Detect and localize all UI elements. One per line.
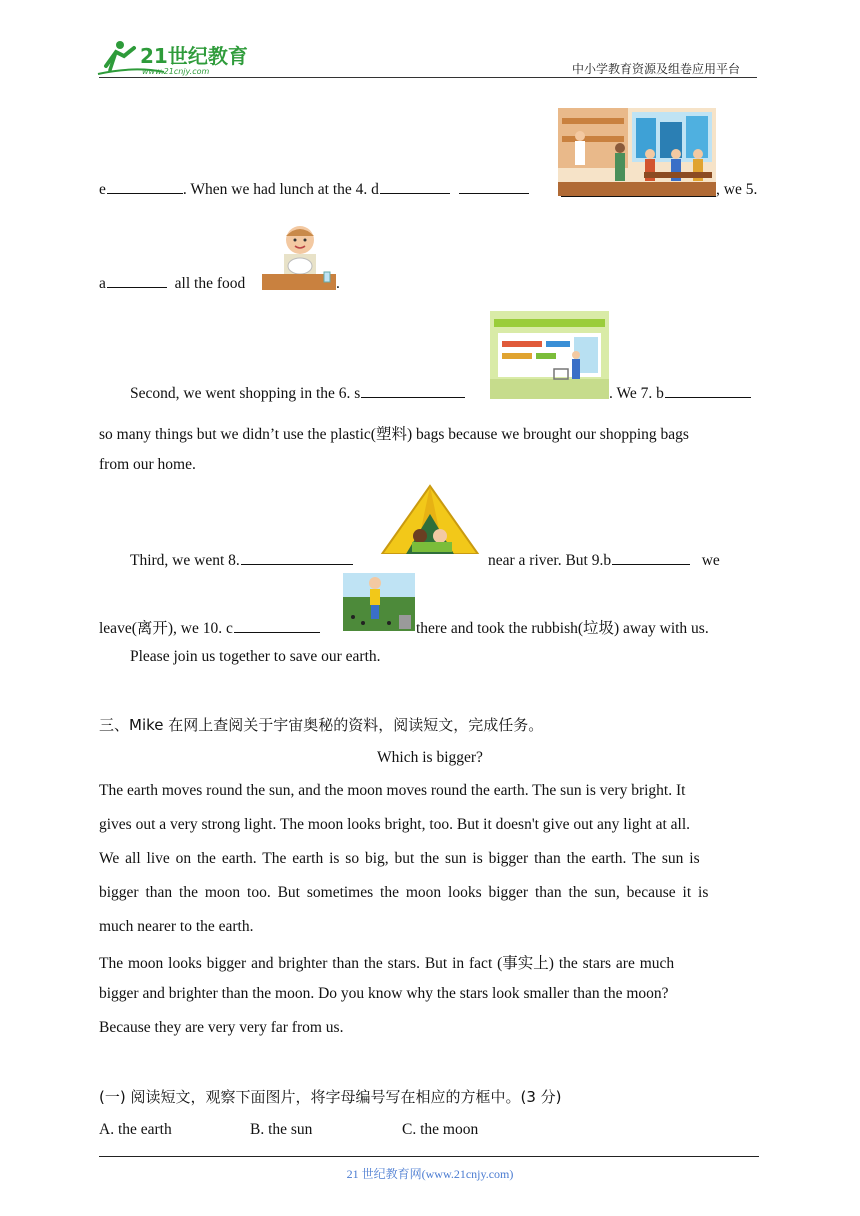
passage-line-2 [99, 275, 245, 293]
reading-line-5: much nearer to the earth. [99, 918, 254, 935]
supermarket-picture [490, 311, 609, 399]
dining-hall-picture [558, 108, 716, 196]
text-segment: leave(离开), we 10. c [99, 620, 233, 637]
answer-blank-9[interactable] [612, 563, 690, 565]
text-segment: a [99, 275, 106, 292]
text-segment: we [701, 552, 720, 569]
logo-url: www.21cnjy.com [142, 67, 210, 76]
option-a: A. the earth [99, 1121, 172, 1138]
answer-blank-3[interactable] [107, 192, 183, 194]
passage-line-4: so many things but we didn’t use the plastic(塑料) bags because we brought our shopping bags [99, 426, 689, 443]
reading-line-1: The earth moves round the sun, and the moon moves round the earth. The sun is very bright. It [99, 782, 686, 799]
header-divider [99, 77, 757, 78]
text-segment: . We 7. b [609, 385, 664, 402]
header-platform-text: 中小学教育资源及组卷应用平台 [572, 62, 741, 76]
reading-line-6: The moon looks bigger and brighter than the stars. But in fact (事实上) the stars are much [99, 955, 675, 972]
text-segment: e [99, 181, 106, 198]
answer-blank-6[interactable] [361, 396, 465, 398]
answer-blank-5[interactable] [107, 286, 167, 288]
passage-line-3b [609, 385, 751, 403]
option-b: B. the sun [250, 1121, 313, 1138]
reading-line-4: bigger than the moon too. But sometimes the moon looks bigger than the sun, because it is [99, 884, 709, 901]
section-heading: 三、Mike 在网上查阅关于宇宙奥秘的资料，阅读短文，完成任务。 [99, 716, 544, 734]
reading-line-7: bigger and brighter than the moon. Do you know why the stars look smaller than the moon? [99, 985, 669, 1002]
reading-line-8: Because they are very very far from us. [99, 1019, 344, 1036]
passage-line-7 [99, 616, 320, 638]
answer-blank-7[interactable] [665, 396, 751, 398]
tent-picture [376, 484, 484, 564]
text-segment: Third, we went 8. [130, 552, 240, 569]
text-segment: near a river. But 9.b [488, 552, 612, 569]
footer-link[interactable]: 21 世纪教育网(www.21cnjy.com) [346, 1167, 514, 1181]
passage-line-6b [488, 552, 720, 570]
answer-blank-8[interactable] [241, 563, 353, 565]
text-segment: , we 5. [716, 181, 758, 198]
passage-line-1 [99, 181, 529, 199]
task-instruction: (一) 阅读短文，观察下面图片，将字母编号写在相应的方框中。(3 分) [99, 1088, 562, 1106]
footer-divider [99, 1156, 759, 1157]
site-logo [94, 36, 264, 78]
text-segment: Second, we went shopping in the 6. s [130, 385, 361, 402]
answer-blank-10[interactable] [234, 631, 320, 633]
answer-blank-4b[interactable] [459, 192, 529, 194]
text-segment: . [336, 275, 340, 292]
passage-line-5: from our home. [99, 456, 196, 473]
text-segment: all the food [174, 275, 246, 292]
text-segment: . When we had lunch at the 4. d [182, 181, 379, 198]
picture-blank-4[interactable] [561, 195, 716, 197]
reading-line-3: We all live on the earth. The earth is so big, but the sun is bigger than the earth. The sun is [99, 850, 700, 867]
answer-blank-4a[interactable] [380, 192, 450, 194]
logo-text: 21世纪教育 [140, 44, 248, 68]
reading-title: Which is bigger? [377, 749, 483, 766]
text-segment: there and took the rubbish(垃圾) away with us. [416, 620, 709, 637]
reading-line-2: gives out a very strong light. The moon looks bright, too. But it doesn't give out any light at all. [99, 816, 691, 833]
passage-line-3 [130, 385, 465, 403]
passage-line-8: Please join us together to save our earth. [130, 648, 381, 665]
option-c: C. the moon [402, 1121, 479, 1138]
clean-plate-picture [262, 222, 336, 290]
cleaning-picture [343, 573, 415, 631]
passage-line-6 [130, 552, 353, 570]
